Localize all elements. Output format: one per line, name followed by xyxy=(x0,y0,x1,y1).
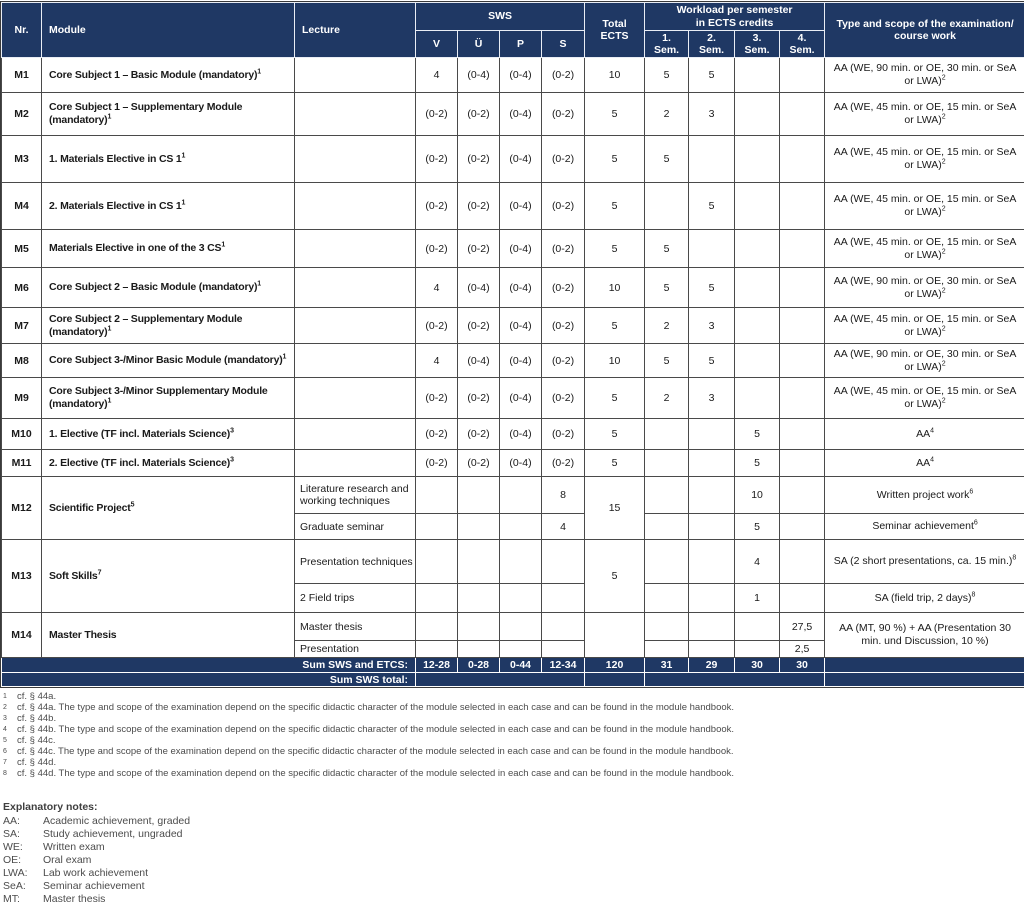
cell-nr: M8 xyxy=(2,344,42,378)
cell-exam: AA (WE, 45 min. or OE, 15 min. or SeA or LWA)$^2$ xyxy=(825,183,1024,230)
cell-ects: 10 xyxy=(585,344,645,378)
cell-sem4 xyxy=(780,344,825,378)
cell-s: (0-2) xyxy=(542,93,585,136)
cell-lecture xyxy=(295,268,416,308)
cell-lecture xyxy=(295,344,416,378)
cell-v xyxy=(416,641,458,658)
cell-sem2: 3 xyxy=(689,93,735,136)
explanatory-item: SeA: Seminar achievement xyxy=(3,880,1024,893)
cell-exam: AA (WE, 45 min. or OE, 15 min. or SeA or LWA)$^2$ xyxy=(825,378,1024,419)
cell-p xyxy=(500,613,542,641)
cell-sem1 xyxy=(645,540,689,584)
col-header-module: Module xyxy=(42,3,295,58)
cell-v xyxy=(416,540,458,584)
cell-sem2 xyxy=(689,540,735,584)
cell-lecture xyxy=(295,378,416,419)
table-row-m1 xyxy=(2,58,1024,93)
cell-exam: AA (MT, 90 %) + AA (Presentation 30 min. und Discussion, 10 %) xyxy=(825,613,1024,658)
cell-sem4 xyxy=(780,514,825,540)
table-row-m10 xyxy=(2,419,1024,450)
cell-sem4 xyxy=(780,136,825,183)
cell-sem3: 5 xyxy=(735,514,780,540)
cell-sem2: 3 xyxy=(689,308,735,344)
cell-sem3: 1 xyxy=(735,584,780,613)
table-row-m11 xyxy=(2,450,1024,477)
cell-ects: 10 xyxy=(585,268,645,308)
sum-cell-s: 12-34 xyxy=(542,658,585,673)
sum-row-sws-etcs xyxy=(2,658,1024,673)
cell-exam: Written project work$^6$ xyxy=(825,477,1024,514)
cell-p xyxy=(500,477,542,514)
table-row-m4 xyxy=(2,183,1024,230)
col-header-nr: Nr. xyxy=(2,3,42,58)
cell-exam: AA (WE, 45 min. or OE, 15 min. or SeA or LWA)$^2$ xyxy=(825,230,1024,268)
cell-sem3: 4 xyxy=(735,540,780,584)
cell-exam: Seminar achievement$^6$ xyxy=(825,514,1024,540)
cell-sem4: 27,5 xyxy=(780,613,825,641)
cell-nr: M11 xyxy=(2,450,42,477)
explanatory-item: LWA: Lab work achievement xyxy=(3,867,1024,880)
cell-exam: AA (WE, 90 min. or OE, 30 min. or SeA or LWA)$^2$ xyxy=(825,344,1024,378)
cell-sem2 xyxy=(689,450,735,477)
cell-sem3 xyxy=(735,613,780,641)
cell-u xyxy=(458,584,500,613)
sum-row-sws-total xyxy=(2,673,1024,687)
footnotes xyxy=(3,691,1024,779)
cell-v: 4 xyxy=(416,58,458,93)
workload-line2: in ECTS credits xyxy=(647,17,822,29)
cell-module: 2. Elective (TF incl. Materials Science)$^3$ xyxy=(42,450,295,477)
cell-u xyxy=(458,540,500,584)
cell-u: (0-2) xyxy=(458,450,500,477)
cell-sem2: 5 xyxy=(689,58,735,93)
footnote: 8 cf. § 44d. The type and scope of the examination depend on the specific didactic character of the module selected in each case and can be found in the module handbook. xyxy=(3,768,1024,779)
explanatory-item: OE: Oral exam xyxy=(3,854,1024,867)
curriculum-table xyxy=(1,2,1024,687)
col-header-sem4: 4. Sem. xyxy=(780,31,825,58)
explanatory-notes xyxy=(3,801,1024,906)
sum-cell-sem3: 30 xyxy=(735,658,780,673)
cell-sem1: 2 xyxy=(645,93,689,136)
footnote: 1 cf. § 44a. xyxy=(3,691,1024,702)
cell-sem1: 5 xyxy=(645,136,689,183)
cell-nr: M13 xyxy=(2,540,42,613)
col-header-sem2: 2. Sem. xyxy=(689,31,735,58)
cell-sem1 xyxy=(645,641,689,658)
col-header-p: P xyxy=(500,31,542,58)
cell-sem4 xyxy=(780,93,825,136)
cell-module: Scientific Project$^5$ xyxy=(42,477,295,540)
cell-ects: 5 xyxy=(585,450,645,477)
cell-u xyxy=(458,613,500,641)
sum-cell-p: 0-44 xyxy=(500,658,542,673)
cell-lecture xyxy=(295,230,416,268)
cell-nr: M2 xyxy=(2,93,42,136)
explanatory-item: AA: Academic achievement, graded xyxy=(3,815,1024,828)
cell-module: Core Subject 2 – Basic Module (mandatory)$^1$ xyxy=(42,268,295,308)
sum-cell-sem4: 30 xyxy=(780,658,825,673)
cell-sem4 xyxy=(780,378,825,419)
cell-p: (0-4) xyxy=(500,93,542,136)
cell-module: Soft Skills$^7$ xyxy=(42,540,295,613)
table-row-m6 xyxy=(2,268,1024,308)
cell-p: (0-4) xyxy=(500,419,542,450)
cell-sem1 xyxy=(645,419,689,450)
cell-nr: M4 xyxy=(2,183,42,230)
cell-v: (0-2) xyxy=(416,136,458,183)
cell-sem2 xyxy=(689,584,735,613)
cell-lecture: Presentation xyxy=(295,641,416,658)
cell-s xyxy=(542,613,585,641)
cell-sem3 xyxy=(735,230,780,268)
cell-lecture xyxy=(295,450,416,477)
cell-sem1: 5 xyxy=(645,230,689,268)
col-header-s: S xyxy=(542,31,585,58)
cell-u: (0-2) xyxy=(458,378,500,419)
cell-sem3 xyxy=(735,58,780,93)
cell-sem1 xyxy=(645,514,689,540)
cell-sem3 xyxy=(735,641,780,658)
footnote: 4 cf. § 44b. The type and scope of the examination depend on the specific didactic character of the module selected in each case and can be found in the module handbook. xyxy=(3,724,1024,735)
cell-sem4 xyxy=(780,584,825,613)
cell-sem4 xyxy=(780,450,825,477)
cell-module: Core Subject 1 – Basic Module (mandatory)$^1$ xyxy=(42,58,295,93)
ects-label: ECTS xyxy=(587,30,642,42)
cell-u: (0-2) xyxy=(458,419,500,450)
cell-exam: AA (WE, 45 min. or OE, 15 min. or SeA or LWA)$^2$ xyxy=(825,308,1024,344)
cell-sem4 xyxy=(780,183,825,230)
footnote: 6 cf. § 44c. The type and scope of the examination depend on the specific didactic character of the module selected in each case and can be found in the module handbook. xyxy=(3,746,1024,757)
cell-sem4 xyxy=(780,268,825,308)
cell-lecture xyxy=(295,58,416,93)
cell-v: (0-2) xyxy=(416,183,458,230)
sum-total-sws-cell xyxy=(416,673,585,687)
cell-sem3 xyxy=(735,268,780,308)
cell-ects: 15 xyxy=(585,477,645,540)
col-header-sem3: 3. Sem. xyxy=(735,31,780,58)
cell-sem2 xyxy=(689,613,735,641)
cell-s: 8 xyxy=(542,477,585,514)
cell-v: 4 xyxy=(416,344,458,378)
cell-sem2 xyxy=(689,477,735,514)
cell-nr: M7 xyxy=(2,308,42,344)
exam-header-line1: Type and scope of the examination/ xyxy=(827,18,1023,30)
footnote: 7 cf. § 44d. xyxy=(3,757,1024,768)
cell-sem2: 3 xyxy=(689,378,735,419)
cell-ects: 5 xyxy=(585,136,645,183)
cell-sem2: 5 xyxy=(689,268,735,308)
cell-u xyxy=(458,641,500,658)
col-header-exam xyxy=(825,3,1024,58)
header-row-1 xyxy=(2,3,1024,31)
sum-total-exam-cell xyxy=(825,673,1024,687)
cell-u: (0-4) xyxy=(458,268,500,308)
col-header-sws: SWS xyxy=(416,3,585,31)
cell-lecture xyxy=(295,136,416,183)
cell-exam: $AA^4$ xyxy=(825,419,1024,450)
cell-nr: M5 xyxy=(2,230,42,268)
cell-sem4 xyxy=(780,58,825,93)
cell-v: (0-2) xyxy=(416,93,458,136)
cell-sem4 xyxy=(780,540,825,584)
cell-sem1 xyxy=(645,613,689,641)
total-label: Total xyxy=(587,18,642,30)
col-header-lecture: Lecture xyxy=(295,3,416,58)
cell-exam: AA (WE, 45 min. or OE, 15 min. or SeA or LWA)$^2$ xyxy=(825,93,1024,136)
cell-sem4 xyxy=(780,477,825,514)
col-header-v: V xyxy=(416,31,458,58)
sum-label: Sum SWS and ETCS: xyxy=(2,658,416,673)
cell-s: (0-2) xyxy=(542,344,585,378)
cell-exam: AA (WE, 90 min. or OE, 30 min. or SeA or LWA)$^2$ xyxy=(825,58,1024,93)
cell-sem1: 5 xyxy=(645,268,689,308)
table-row-m2 xyxy=(2,93,1024,136)
col-header-workload xyxy=(645,3,825,31)
cell-sem2: 5 xyxy=(689,344,735,378)
cell-lecture xyxy=(295,419,416,450)
cell-p xyxy=(500,514,542,540)
cell-s: (0-2) xyxy=(542,230,585,268)
cell-sem1 xyxy=(645,477,689,514)
table-row-m3 xyxy=(2,136,1024,183)
cell-p xyxy=(500,641,542,658)
cell-v xyxy=(416,477,458,514)
cell-p xyxy=(500,540,542,584)
cell-sem2 xyxy=(689,514,735,540)
explanatory-item: MT: Master thesis xyxy=(3,893,1024,906)
sum-total-ects-cell xyxy=(585,673,645,687)
cell-p xyxy=(500,584,542,613)
cell-s: (0-2) xyxy=(542,378,585,419)
cell-sem4 xyxy=(780,308,825,344)
cell-p: (0-4) xyxy=(500,183,542,230)
cell-ects: 5 xyxy=(585,378,645,419)
cell-s: (0-2) xyxy=(542,308,585,344)
sum-cell-v: 12-28 xyxy=(416,658,458,673)
cell-ects: 5 xyxy=(585,230,645,268)
cell-u xyxy=(458,477,500,514)
cell-sem3 xyxy=(735,378,780,419)
cell-ects: 5 xyxy=(585,308,645,344)
cell-sem4 xyxy=(780,419,825,450)
cell-s: (0-2) xyxy=(542,419,585,450)
cell-lecture xyxy=(295,308,416,344)
cell-ects: 5 xyxy=(585,183,645,230)
cell-p: (0-4) xyxy=(500,378,542,419)
cell-lecture xyxy=(295,183,416,230)
cell-s: (0-2) xyxy=(542,268,585,308)
cell-ects: 10 xyxy=(585,58,645,93)
cell-p: (0-4) xyxy=(500,450,542,477)
cell-sem4 xyxy=(780,230,825,268)
table-row-m5 xyxy=(2,230,1024,268)
cell-sem2: 5 xyxy=(689,183,735,230)
cell-sem3 xyxy=(735,183,780,230)
table-row-m14a xyxy=(2,613,1024,641)
cell-v xyxy=(416,514,458,540)
cell-lecture xyxy=(295,93,416,136)
cell-s: (0-2) xyxy=(542,136,585,183)
exam-header-line2: course work xyxy=(827,30,1023,42)
cell-sem3: 5 xyxy=(735,450,780,477)
cell-sem3 xyxy=(735,344,780,378)
curriculum-table-wrapper xyxy=(0,1,1024,688)
cell-sem1: 5 xyxy=(645,58,689,93)
cell-module: Core Subject 1 – Supplementary Module (mandatory)$^1$ xyxy=(42,93,295,136)
cell-exam: $AA^4$ xyxy=(825,450,1024,477)
cell-lecture: Presentation techniques xyxy=(295,540,416,584)
cell-lecture: Literature research and working techniques xyxy=(295,477,416,514)
cell-ects: 5 xyxy=(585,419,645,450)
cell-module: Core Subject 3-/Minor Basic Module (mandatory)$^1$ xyxy=(42,344,295,378)
cell-nr: M1 xyxy=(2,58,42,93)
cell-sem3: 5 xyxy=(735,419,780,450)
cell-sem2 xyxy=(689,419,735,450)
cell-u xyxy=(458,514,500,540)
cell-exam: AA (WE, 45 min. or OE, 15 min. or SeA or LWA)$^2$ xyxy=(825,136,1024,183)
cell-nr: M9 xyxy=(2,378,42,419)
cell-p: (0-4) xyxy=(500,58,542,93)
sum-cell-exam xyxy=(825,658,1024,673)
cell-u: (0-2) xyxy=(458,93,500,136)
cell-p: (0-4) xyxy=(500,268,542,308)
cell-exam: AA (WE, 90 min. or OE, 30 min. or SeA or LWA)$^2$ xyxy=(825,268,1024,308)
sum-cell-ects: 120 xyxy=(585,658,645,673)
cell-nr: M12 xyxy=(2,477,42,540)
footnote: 2 cf. § 44a. The type and scope of the examination depend on the specific didactic character of the module selected in each case and can be found in the module handbook. xyxy=(3,702,1024,713)
cell-sem1: 2 xyxy=(645,378,689,419)
cell-p: (0-4) xyxy=(500,230,542,268)
cell-v: (0-2) xyxy=(416,308,458,344)
sum-cell-sem1: 31 xyxy=(645,658,689,673)
col-header-u: Ü xyxy=(458,31,500,58)
cell-s: (0-2) xyxy=(542,183,585,230)
cell-nr: M6 xyxy=(2,268,42,308)
cell-v: (0-2) xyxy=(416,230,458,268)
table-row-m8 xyxy=(2,344,1024,378)
cell-sem1 xyxy=(645,584,689,613)
sum-total-sem-cell xyxy=(645,673,825,687)
cell-v: (0-2) xyxy=(416,378,458,419)
cell-u: (0-4) xyxy=(458,58,500,93)
cell-v: (0-2) xyxy=(416,450,458,477)
cell-sem1 xyxy=(645,183,689,230)
cell-s: 4 xyxy=(542,514,585,540)
cell-lecture: Master thesis xyxy=(295,613,416,641)
cell-u: (0-2) xyxy=(458,230,500,268)
cell-sem3: 10 xyxy=(735,477,780,514)
cell-sem3 xyxy=(735,93,780,136)
cell-v: (0-2) xyxy=(416,419,458,450)
cell-u: (0-2) xyxy=(458,308,500,344)
cell-exam: SA (2 short presentations, ca. 15 min.)$^8$ xyxy=(825,540,1024,584)
col-header-total-ects xyxy=(585,3,645,58)
cell-nr: M14 xyxy=(2,613,42,658)
cell-sem1: 2 xyxy=(645,308,689,344)
cell-u: (0-4) xyxy=(458,344,500,378)
cell-module: 1. Elective (TF incl. Materials Science)$^3$ xyxy=(42,419,295,450)
cell-nr: M3 xyxy=(2,136,42,183)
cell-sem4: 2,5 xyxy=(780,641,825,658)
table-row-m13a xyxy=(2,540,1024,584)
cell-ects xyxy=(585,613,645,658)
cell-module: Core Subject 3-/Minor Supplementary Module (mandatory)$^1$ xyxy=(42,378,295,419)
cell-sem2 xyxy=(689,230,735,268)
cell-p: (0-4) xyxy=(500,136,542,183)
cell-lecture: 2 Field trips xyxy=(295,584,416,613)
sum-total-label: Sum SWS total: xyxy=(2,673,416,687)
cell-sem1: 5 xyxy=(645,344,689,378)
cell-sem2 xyxy=(689,136,735,183)
cell-module: Core Subject 2 – Supplementary Module (mandatory)$^1$ xyxy=(42,308,295,344)
cell-p: (0-4) xyxy=(500,308,542,344)
cell-u: (0-2) xyxy=(458,183,500,230)
cell-sem1 xyxy=(645,450,689,477)
col-header-sem1: 1. Sem. xyxy=(645,31,689,58)
workload-line1: Workload per semester xyxy=(647,4,822,16)
explanatory-item: SA: Study achievement, ungraded xyxy=(3,828,1024,841)
cell-module: Materials Elective in one of the 3 $CS^1$ xyxy=(42,230,295,268)
cell-v xyxy=(416,613,458,641)
cell-u: (0-2) xyxy=(458,136,500,183)
cell-lecture: Graduate seminar xyxy=(295,514,416,540)
cell-p: (0-4) xyxy=(500,344,542,378)
cell-s xyxy=(542,584,585,613)
cell-exam: SA (field trip, 2 days)$^8$ xyxy=(825,584,1024,613)
cell-sem2 xyxy=(689,641,735,658)
cell-v: 4 xyxy=(416,268,458,308)
table-row-m7 xyxy=(2,308,1024,344)
cell-sem3 xyxy=(735,308,780,344)
explanatory-notes-title: Explanatory notes: xyxy=(3,801,1024,814)
cell-ects: 5 xyxy=(585,93,645,136)
cell-nr: M10 xyxy=(2,419,42,450)
footnote: 3 cf. § 44b. xyxy=(3,713,1024,724)
cell-module: 1. Materials Elective in CS $1^1$ xyxy=(42,136,295,183)
explanatory-item: WE: Written exam xyxy=(3,841,1024,854)
table-row-m9 xyxy=(2,378,1024,419)
cell-ects: 5 xyxy=(585,540,645,613)
table-row-m12a xyxy=(2,477,1024,514)
sum-cell-u: 0-28 xyxy=(458,658,500,673)
cell-module: 2. Materials Elective in CS $1^1$ xyxy=(42,183,295,230)
footnote: 5 cf. § 44c. xyxy=(3,735,1024,746)
cell-v xyxy=(416,584,458,613)
cell-s xyxy=(542,540,585,584)
cell-s: (0-2) xyxy=(542,450,585,477)
cell-module: Master Thesis xyxy=(42,613,295,658)
sum-cell-sem2: 29 xyxy=(689,658,735,673)
cell-sem3 xyxy=(735,136,780,183)
cell-s xyxy=(542,641,585,658)
cell-s: (0-2) xyxy=(542,58,585,93)
